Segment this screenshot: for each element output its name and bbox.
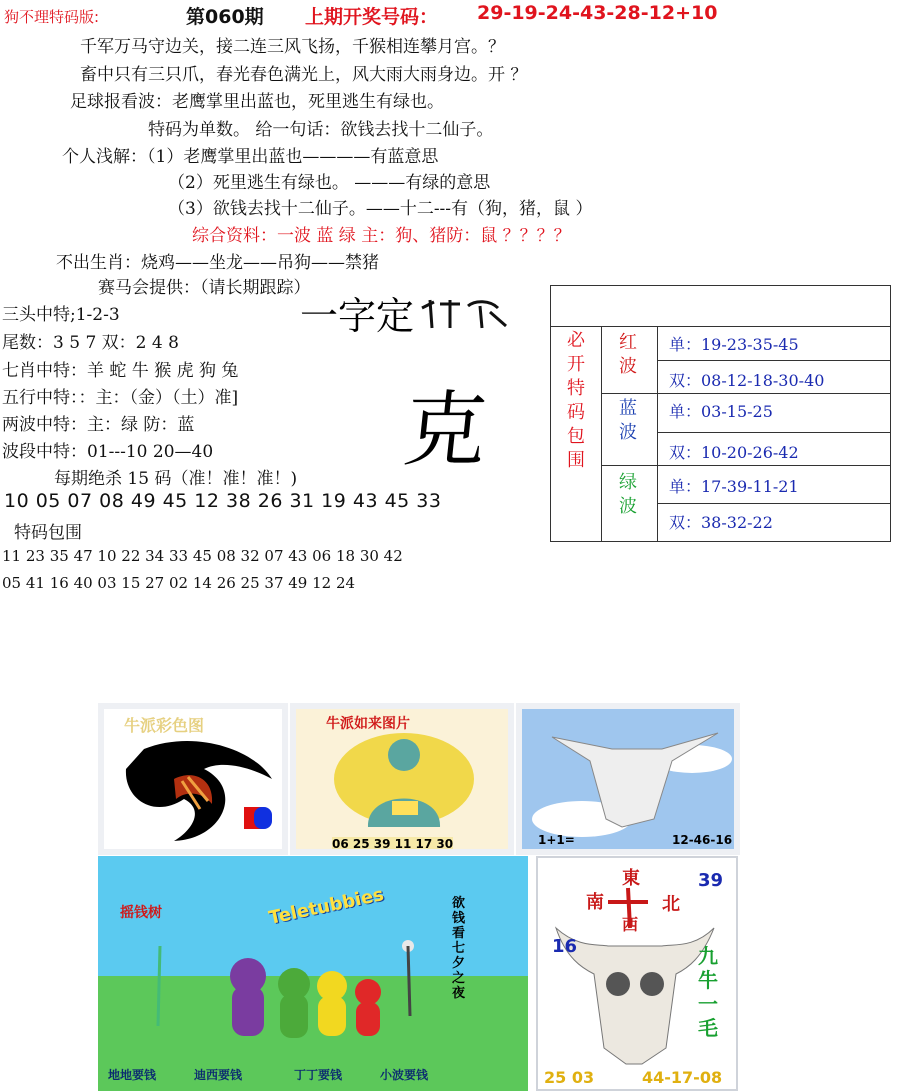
big-character: 克 [399, 383, 492, 478]
kill-numbers: 10 05 07 08 49 45 12 38 26 31 19 43 45 33 [4, 490, 442, 512]
green-single: 单：17-39-11-21 [669, 477, 799, 496]
image-bull-skull-sky [516, 703, 740, 855]
image3-equation: 1+1= [538, 833, 575, 847]
wave-blue: 蓝波 [616, 398, 637, 446]
image4-brand: Teletubbies [267, 884, 386, 929]
cover-title: 特码包围 [14, 523, 82, 543]
poem-line-1: 千军万马守边关，接二连三风飞扬，千猴相连攀月宫。？ [80, 37, 505, 57]
image4-bottom-2: 迪西要钱 [194, 1068, 243, 1082]
last-draw-label: 上期开奖号码： [305, 6, 439, 28]
image5-bottom-right: 44-17-08 [642, 1068, 723, 1087]
stat-zodiac: 七肖中特：羊 蛇 牛 猴 虎 狗 兔 [2, 361, 239, 381]
stat-elements: 五行中特：：主：（金）（土）准] [2, 388, 239, 408]
stat-tails: 尾数：3 5 7 双：2 4 8 [2, 333, 179, 353]
image4-sign: 欲钱看七夕之夜 [452, 896, 466, 1001]
image4-bottom-1: 地地要钱 [108, 1068, 157, 1082]
image4-bottom-3: 丁丁要钱 [294, 1068, 343, 1082]
analysis-item-2: （2）死里逃生有绿也。 ———有绿的意思 [168, 173, 491, 193]
analysis-item-3: （3）欲钱去找十二仙子。——十二---有（狗，猪，鼠 ） [168, 199, 593, 219]
green-double: 双：38-32-22 [669, 513, 773, 532]
cover-row-1: 11 23 35 47 10 22 34 33 45 08 32 07 43 06 18 30 42 [2, 547, 403, 565]
excluded-zodiac: 不出生肖：烧鸡——坐龙——吊狗——禁猪 [56, 253, 379, 273]
skull-sky-graphic [522, 709, 736, 851]
stat-ranges: 波段中特：01---10 20—40 [2, 442, 214, 462]
last-draw-numbers: 29-19-24-43-28-12+10 [477, 2, 718, 24]
image-color-swirl [98, 703, 288, 855]
red-double: 双：08-12-18-30-40 [669, 371, 825, 390]
cover-row-2: 05 41 16 40 03 15 27 02 14 26 25 37 49 12 24 [2, 574, 356, 592]
image4-bottom-4: 小波要钱 [380, 1068, 429, 1082]
wave-red: 红波 [616, 332, 637, 380]
poem-line-2: 畜中只有三只爪，春光春色满光上，风大雨大雨身边。开 ？ [80, 65, 528, 85]
poem-line-4: 特码为单数。 给一句话：欲钱去找十二仙子。 [148, 120, 494, 140]
image1-title: 牛派彩色图 [124, 716, 205, 735]
image5-number-2: 16 [552, 936, 578, 957]
headline-scribble [420, 298, 510, 328]
table-band-label: 必开特码包围 [564, 330, 585, 474]
buddha-graphic [296, 709, 510, 851]
image3-numbers: 12-46-16 [672, 833, 733, 847]
image2-numbers: 06 25 39 11 17 30 [332, 837, 454, 851]
swirl-graphic [104, 709, 284, 849]
compass-south: 南 [586, 892, 604, 913]
stat-waves: 两波中特：主：绿 防：蓝 [2, 415, 195, 435]
wave-number-table [550, 285, 891, 542]
brand-title: 狗不理特码版: [4, 8, 100, 26]
image-teletubbies [98, 856, 528, 1091]
compass-west: 西 [622, 915, 639, 934]
kill-title: 每期绝杀 15 码（准！准！准！) [54, 469, 298, 489]
image5-number-1: 39 [698, 870, 724, 891]
image4-left-label: 摇钱树 [120, 905, 162, 921]
image-bull-skull-compass [536, 856, 738, 1091]
stat-heads: 三头中特;1-2-3 [2, 305, 120, 325]
provider-note: 赛马会提供：（请长期跟踪） [98, 278, 311, 298]
poem-line-3: 足球报看波：老鹰掌里出蓝也，死里逃生有绿也。 [70, 92, 444, 112]
blue-double: 双：10-20-26-42 [669, 443, 799, 462]
image5-bottom-left: 25 03 [544, 1068, 595, 1087]
teletubbies-graphic [98, 856, 528, 1091]
wave-green: 绿波 [616, 472, 637, 520]
analysis-summary: 综合资料：一波 蓝 绿 主：狗、猪防：鼠 ？？？？ [192, 226, 571, 246]
image2-title: 牛派如来图片 [326, 716, 410, 732]
compass-east: 東 [622, 868, 640, 889]
headline-one-word: 一字定 [300, 294, 415, 338]
image5-phrase: 九牛一毛 [698, 944, 718, 1040]
red-single: 单：19-23-35-45 [669, 335, 799, 354]
compass-north: 北 [662, 894, 680, 915]
image-buddha [290, 703, 514, 855]
blue-single: 单：03-15-25 [669, 402, 773, 421]
analysis-title: 个人浅解：（1）老鹰掌里出蓝也————有蓝意思 [62, 147, 439, 167]
issue-number: 第060期 [186, 6, 264, 28]
